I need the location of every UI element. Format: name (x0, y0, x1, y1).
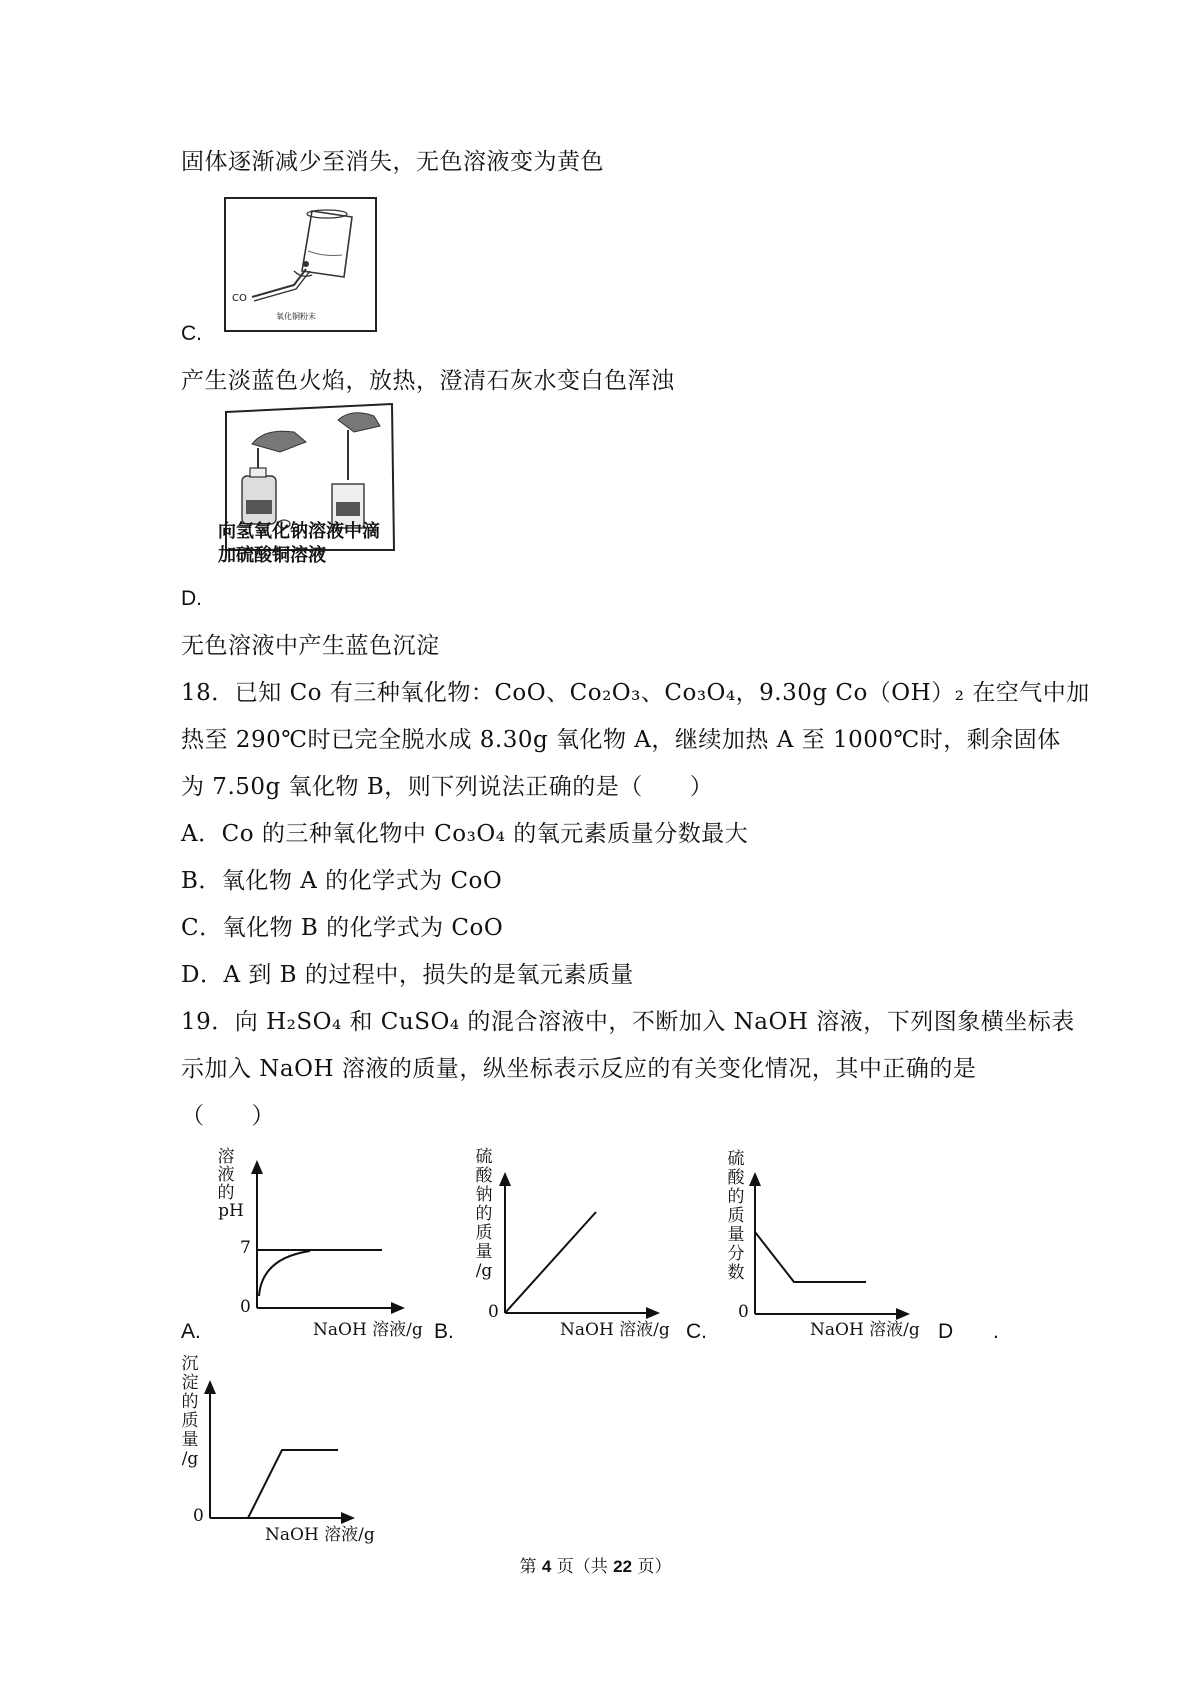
graph-b-ylabel-5: 质 (475, 1223, 493, 1243)
graph-c-origin: 0 (738, 1302, 749, 1322)
graph-a-xlabel: NaOH 溶液/g (313, 1320, 423, 1340)
graph-a-ylabel-4: pH (218, 1201, 244, 1221)
graph-a-origin: 0 (240, 1297, 251, 1317)
graph-c-ylabel-1: 硫 (727, 1149, 745, 1169)
q17-c-figure-sub-text: 氧化铜粉末 (276, 312, 316, 321)
footer-pre: 第 (519, 1557, 542, 1577)
footer-post: 页） (632, 1557, 672, 1577)
q19-stem-2: 示加入 NaOH 溶液的质量，纵坐标表示反应的有关变化情况，其中正确的是 (181, 1056, 977, 1082)
footer-page-number: 4 (541, 1557, 552, 1576)
graph-a-curve (259, 1251, 310, 1296)
q17-d-label: D. (181, 587, 202, 610)
graph-c-ylabel-3: 的 (727, 1187, 745, 1207)
q17-b-result: 固体逐渐减少至消失，无色溶液变为黄色 (181, 149, 604, 175)
graph-b-ylabel-2: 酸 (475, 1166, 493, 1186)
graph-b-line (505, 1212, 596, 1313)
graph-d-ylabel-6: /g (181, 1449, 199, 1469)
graph-a-ylabel-2: 液 (217, 1165, 235, 1185)
q18-stem-3: 为 7.50g 氧化物 B，则下列说法正确的是（ ） (181, 774, 714, 800)
graph-d-ylabel-5: 量 (181, 1430, 199, 1450)
graph-d-ylabel-2: 淀 (181, 1373, 199, 1393)
page-footer (0, 1552, 1191, 1577)
graph-b-ylabel-6: 量 (475, 1242, 493, 1262)
graph-d-origin: 0 (193, 1506, 204, 1526)
q17-c-result: 产生淡蓝色火焰，放热，澄清石灰水变白色浑浊 (181, 368, 675, 394)
graph-c-ylabel-2: 酸 (727, 1168, 745, 1188)
graph-c-xlabel: NaOH 溶液/g (810, 1320, 920, 1340)
graph-b-ylabel-4: 的 (475, 1204, 493, 1224)
q19-stem-3: （ ） (181, 1103, 275, 1129)
graph-c-ylabel-7: 数 (727, 1263, 745, 1283)
graph-d-ylabel-3: 的 (181, 1392, 199, 1412)
q19-label-b: B. (434, 1320, 454, 1343)
graph-d-line (248, 1450, 338, 1518)
graph-b-origin: 0 (488, 1302, 499, 1322)
q19-label-c: C. (686, 1320, 707, 1343)
graph-b-ylabel-1: 硫 (475, 1147, 493, 1167)
graph-d-xlabel: NaOH 溶液/g (265, 1525, 375, 1545)
footer-mid: 页（共 (551, 1557, 614, 1577)
q17-d-figure (218, 402, 396, 566)
q18-option-d: D．A 到 B 的过程中，损失的是氧元素质量 (181, 962, 634, 988)
graph-c-ylabel-5: 量 (727, 1225, 745, 1245)
graph-d-ylabel-4: 质 (181, 1411, 199, 1431)
graph-b-ylabel-3: 钠 (475, 1185, 493, 1205)
q17-c-figure (224, 197, 377, 332)
q18-option-c: C．氧化物 B 的化学式为 CoO (181, 915, 504, 941)
graph-a-seven: 7 (240, 1238, 251, 1258)
graph-a-ylabel-1: 溶 (217, 1147, 235, 1167)
q17-c-figure-co-text: CO (232, 293, 247, 304)
q18-option-b: B．氧化物 A 的化学式为 CoO (181, 868, 503, 894)
q17-d-result: 无色溶液中产生蓝色沉淀 (181, 633, 440, 659)
q19-label-d: D (938, 1320, 954, 1343)
q19-label-d-dot: . (993, 1320, 999, 1343)
q18-stem-1: 18．已知 Co 有三种氧化物：CoO、Co₂O₃、Co₃O₄，9.30g Co（OH）₂ 在空气中加 (181, 680, 1090, 706)
graph-c-ylabel-6: 分 (727, 1244, 745, 1264)
q18-stem-2: 热至 290℃时已完全脱水成 8.30g 氧化物 A，继续加热 A 至 1000℃时，剩余固体 (181, 727, 1061, 753)
graph-b-xlabel: NaOH 溶液/g (560, 1320, 670, 1340)
graph-b-ylabel-7: /g (475, 1261, 493, 1281)
graph-a-ylabel-3: 的 (217, 1183, 235, 1203)
q17-c-label: C. (181, 322, 202, 345)
q17-d-caption-1: 向氢氧化钠溶液中滴 (218, 521, 380, 542)
graph-c-line (755, 1232, 866, 1282)
q19-stem-1: 19．向 H₂SO₄ 和 CuSO₄ 的混合溶液中，不断加入 NaOH 溶液，下列图象横坐标表 (181, 1009, 1075, 1035)
q17-d-caption-2: 加硫酸铜溶液 (218, 545, 326, 566)
footer-total-pages: 22 (613, 1557, 633, 1576)
graph-d-axes (0, 0, 1, 1)
q18-option-a: A．Co 的三种氧化物中 Co₃O₄ 的氧元素质量分数最大 (181, 821, 749, 847)
graph-d-ylabel-1: 沉 (181, 1354, 199, 1374)
graph-c-ylabel-4: 质 (727, 1206, 745, 1226)
q19-label-a: A. (181, 1320, 201, 1343)
